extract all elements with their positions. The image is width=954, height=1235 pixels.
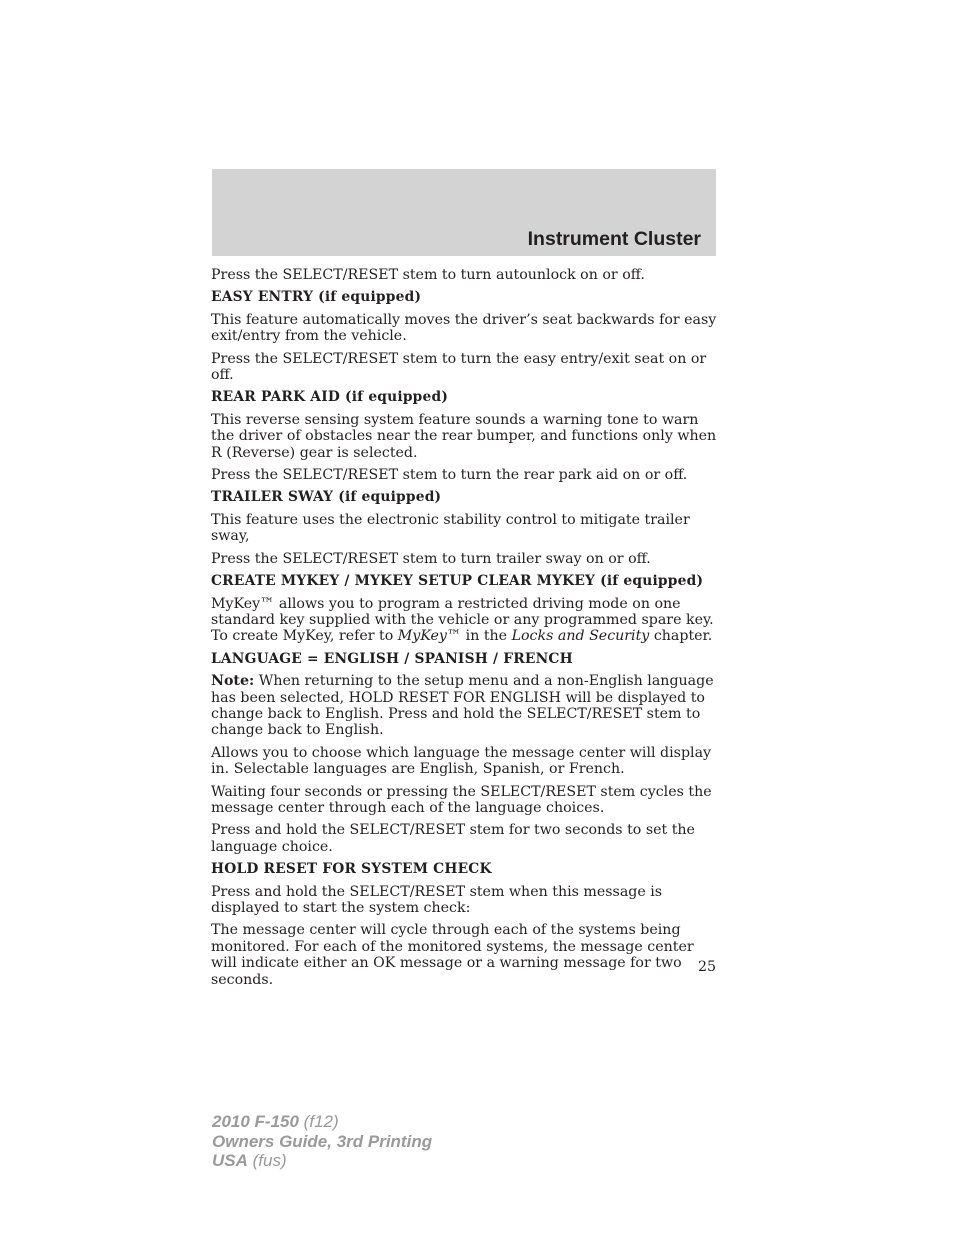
paragraph: Press and hold the SELECT/RESET stem for two seconds to set the language choice. (211, 822, 695, 855)
text-run: chapter. (649, 628, 713, 645)
footer-imprint (212, 1112, 432, 1171)
paragraph-mykey (211, 596, 719, 645)
footer-model-code: (f12) (298, 1112, 339, 1131)
section-title: Instrument Cluster (527, 228, 701, 250)
note-paragraph (211, 673, 719, 739)
heading-mykey: CREATE MYKEY / MYKEY SETUP CLEAR MYKEY (if equipped) (211, 573, 704, 590)
text-run: in the (461, 628, 512, 645)
footer-region: USA (212, 1151, 248, 1170)
paragraph: The message center will cycle through each of the systems being monitored. For each of the monitored systems, the message center will indicate either an OK message or a warning message for two seconds. (211, 922, 694, 988)
heading-language: LANGUAGE = ENGLISH / SPANISH / FRENCH (211, 650, 573, 667)
paragraph: This feature automatically moves the driver’s seat backwards for easy exit/entry from the vehicle. (211, 311, 717, 345)
text-run: MyKey™ allows you to program a restricted driving mode on one standard key supplied with the vehicle or any programmed spare key. To create MyKey, refer to (211, 595, 714, 645)
paragraph: This feature uses the electronic stability control to mitigate trailer sway, (211, 511, 690, 545)
footer-line-guide (212, 1132, 432, 1152)
section-header-band (212, 169, 716, 256)
footer-model: 2010 F-150 (212, 1112, 299, 1131)
italic-reference: MyKey™ (397, 628, 462, 645)
footer-guide: Owners Guide, 3rd Printing (212, 1131, 433, 1151)
heading-rear-park-aid: REAR PARK AID (if equipped) (211, 389, 449, 406)
paragraph: This reverse sensing system feature sounds a warning tone to warn the driver of obstacles near the rear bumper, and functions only when R (Reverse) gear is selected. (211, 411, 717, 461)
paragraph: Press the SELECT/RESET stem to turn the rear park aid on or off. (211, 467, 688, 484)
paragraph: Press the SELECT/RESET stem to turn trailer sway on or off. (211, 550, 651, 567)
paragraph: Allows you to choose which language the message center will display in. Selectable languages are English, Spanish, or French. (211, 744, 712, 778)
heading-trailer-sway: TRAILER SWAY (if equipped) (211, 489, 442, 506)
paragraph: Press the SELECT/RESET stem to turn autounlock on or off. (211, 267, 645, 283)
footer-line-region (212, 1151, 432, 1171)
page-content (211, 267, 719, 994)
paragraph: Press the SELECT/RESET stem to turn the easy entry/exit seat on or off. (211, 350, 707, 384)
footer-line-model (212, 1112, 432, 1132)
italic-reference: Locks and Security (511, 628, 650, 645)
heading-easy-entry: EASY ENTRY (if equipped) (211, 289, 422, 306)
heading-hold-reset: HOLD RESET FOR SYSTEM CHECK (211, 861, 492, 878)
paragraph: Press and hold the SELECT/RESET stem when this message is displayed to start the system check: (211, 883, 663, 916)
paragraph: Waiting four seconds or pressing the SELECT/RESET stem cycles the message center through each of the language choices. (211, 783, 712, 816)
page-number: 25 (697, 959, 716, 975)
note-text: When returning to the setup menu and a non-English language has been selected, HOLD RESET FOR ENGLISH will be displayed to change back to English. Press and hold the SELECT/RESET stem to change back to English. (211, 673, 714, 739)
footer-region-code: (fus) (247, 1151, 287, 1170)
note-label: Note: (211, 673, 255, 690)
